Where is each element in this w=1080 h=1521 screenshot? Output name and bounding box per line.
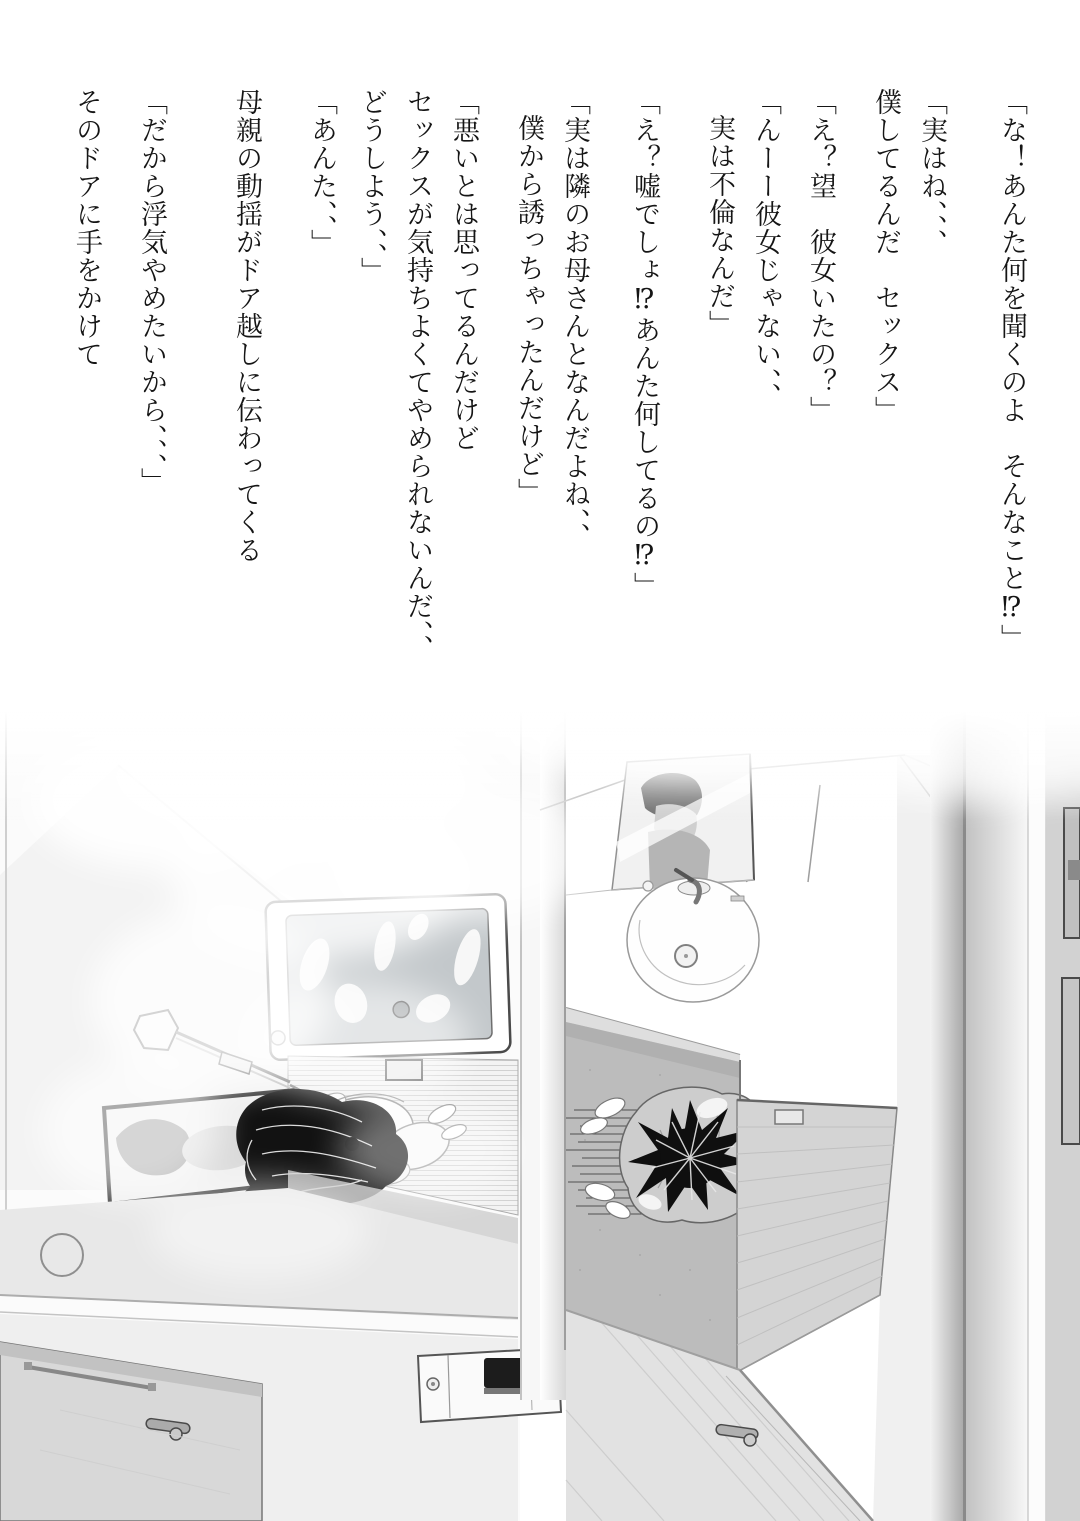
dialogue-line: 実は不倫なんだ」 — [704, 114, 735, 338]
dialogue-line: 「実は隣のお母さんとなんだよね、、 — [559, 88, 590, 551]
dialogue-line: 「あんた、、」 — [306, 88, 337, 257]
dialogue-line: 僕から誘っちゃったんだけど」 — [513, 114, 544, 506]
top-fade — [0, 710, 1080, 820]
dialogue-text — [63, 88, 1034, 748]
dialogue-line: セックスが気持ちよくてやめられないんだ、、 — [402, 88, 433, 663]
dialogue-line: 「実はね、、、 — [916, 88, 947, 257]
dialogue-line: そのドアに手をかけて — [71, 88, 102, 368]
dialogue-line: 「え？望 彼女いたの？」 — [805, 88, 836, 424]
dialogue-line: 「んーー彼女じゃない、、 — [750, 88, 781, 411]
dialogue-line: 母親の動揺がドア越しに伝わってくる — [231, 88, 262, 564]
dialogue-line: 「え？嘘でしょ⁉あんた何してるの⁉」 — [629, 88, 660, 600]
dialogue-line: 「だから浮気やめたいから、、、」 — [136, 88, 167, 496]
hallway-door-frame — [930, 710, 1080, 1521]
light-switch — [775, 1110, 803, 1124]
dialogue-line: 僕してるんだ セックス」 — [870, 88, 901, 424]
dialogue-line: 「悪いとは思ってるんだけど — [448, 88, 479, 452]
washroom — [540, 710, 1080, 1521]
washer-door-opening — [484, 1358, 526, 1388]
dialogue-line: 「な！あんた何を聞くのよ そんなこと⁉」 — [996, 88, 1027, 652]
dialogue-line: どうしよう、、」 — [356, 88, 387, 285]
scene-illustration — [0, 710, 1080, 1521]
overhead-bathroom-scene — [0, 710, 1080, 1521]
